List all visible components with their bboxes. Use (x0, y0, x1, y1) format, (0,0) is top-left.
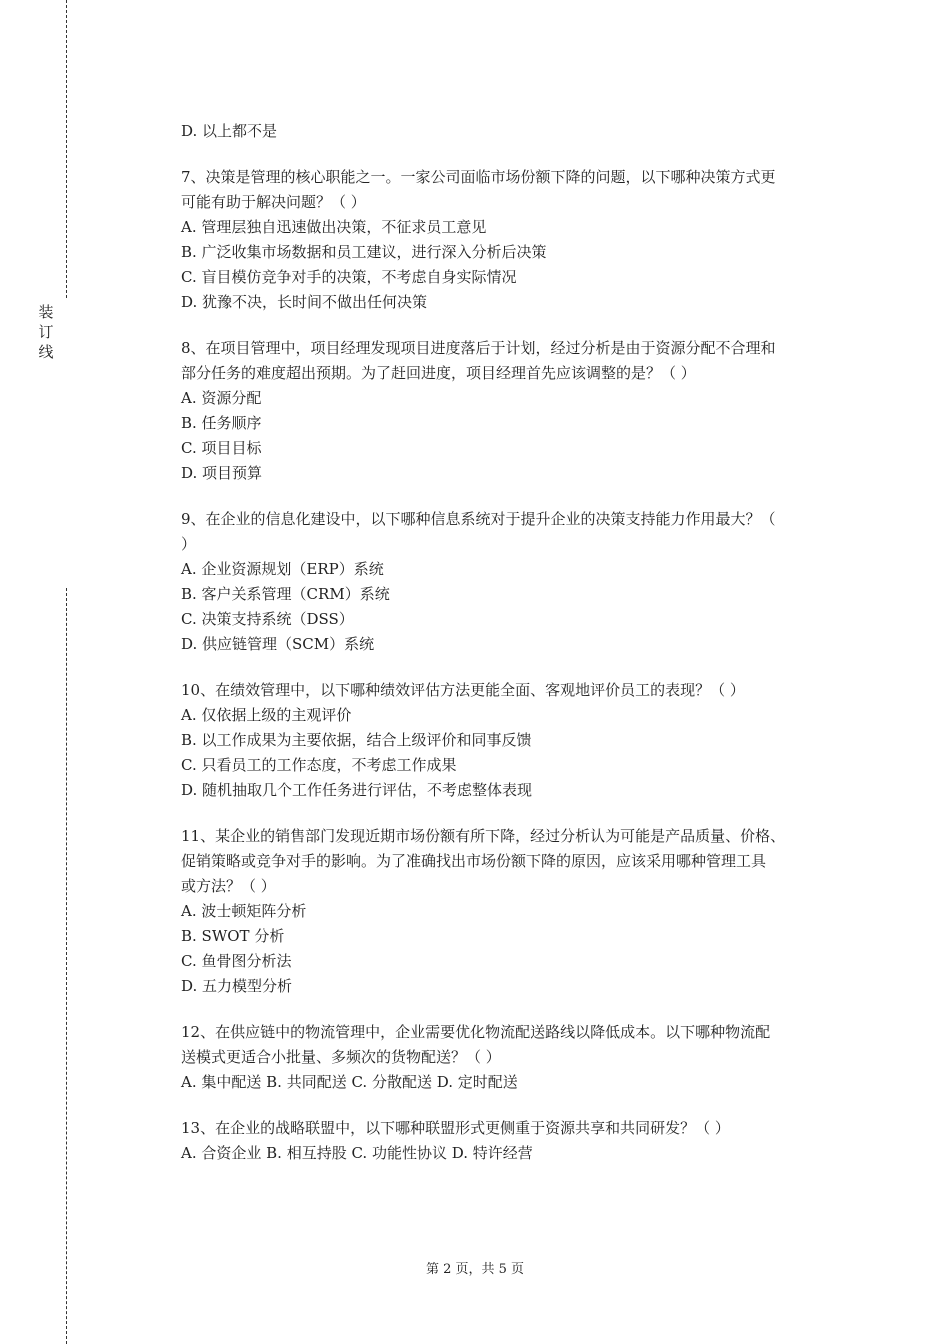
answer-option: A. 资源分配 (181, 389, 262, 407)
answer-option: C. 项目目标 (181, 439, 262, 457)
question-content (181, 119, 841, 1166)
answer-option: B. 广泛收集市场数据和员工建议，进行深入分析后决策 (181, 243, 547, 261)
paragraph-gap (181, 1095, 841, 1116)
answer-option: D. 犹豫不决，长时间不做出任何决策 (181, 293, 428, 311)
binding-char: 线 (38, 343, 54, 361)
answer-option: C. 决策支持系统（DSS） (181, 610, 354, 628)
question-text-line: 送模式更适合小批量、多频次的货物配送？（ ） (181, 1048, 501, 1066)
question-text-line: 或方法？（ ） (181, 877, 276, 895)
binding-dashed-line-top (66, 0, 67, 298)
answer-option: A. 波士顿矩阵分析 (181, 902, 307, 920)
answer-option: A. 企业资源规划（ERP）系统 (181, 560, 384, 578)
answer-option: B. 以工作成果为主要依据，结合上级评价和同事反馈 (181, 731, 532, 749)
page-footer: 第 2 页，共 5 页 (425, 1262, 525, 1277)
answer-option: D. 项目预算 (181, 464, 263, 482)
question-text-line: 12、在供应链中的物流管理中，企业需要优化物流配送路线以降低成本。以下哪种物流配 (181, 1023, 771, 1041)
question-text-line: 部分任务的难度超出预期。为了赶回进度，项目经理首先应该调整的是？（ ） (181, 364, 696, 382)
answer-option: C. 盲目模仿竞争对手的决策，不考虑自身实际情况 (181, 268, 517, 286)
question-text-line: 7、决策是管理的核心职能之一。一家公司面临市场份额下降的问题，以下哪种决策方式更 (181, 168, 776, 186)
paragraph-gap (181, 803, 841, 824)
answer-option: D. 随机抽取几个工作任务进行评估，不考虑整体表现 (181, 781, 533, 799)
binding-char: 订 (38, 323, 54, 341)
answer-option: A. 集中配送 B. 共同配送 C. 分散配送 D. 定时配送 (181, 1073, 518, 1091)
answer-option: A. 合资企业 B. 相互持股 C. 功能性协议 D. 特许经营 (181, 1144, 533, 1162)
answer-option: B. 客户关系管理（CRM）系统 (181, 585, 390, 603)
question-text-line: 10、在绩效管理中，以下哪种绩效评估方法更能全面、客观地评价员工的表现？（ ） (181, 681, 745, 699)
paragraph-gap (181, 486, 841, 507)
answer-option: A. 仅依据上级的主观评价 (181, 706, 352, 724)
question-text-line: 8、在项目管理中，项目经理发现项目进度落后于计划，经过分析是由于资源分配不合理和 (181, 339, 776, 357)
question-text-line: 可能有助于解决问题？（ ） (181, 193, 366, 211)
binding-label (36, 302, 56, 362)
answer-option: A. 管理层独自迅速做出决策，不征求员工意见 (181, 218, 487, 236)
paragraph-gap (181, 315, 841, 336)
answer-option: D. 五力模型分析 (181, 977, 293, 995)
question-text-line: 9、在企业的信息化建设中，以下哪种信息系统对于提升企业的决策支持能力作用最大？（ (181, 510, 776, 528)
answer-option: C. 只看员工的工作态度，不考虑工作成果 (181, 756, 457, 774)
answer-option: B. SWOT 分析 (181, 927, 285, 945)
paragraph-gap (181, 657, 841, 678)
question-text-line: ） (181, 535, 197, 553)
question-text-line: 促销策略或竞争对手的影响。为了准确找出市场份额下降的原因，应该采用哪种管理工具 (181, 852, 767, 870)
answer-option: D. 供应链管理（SCM）系统 (181, 635, 375, 653)
question-text-line: 13、在企业的战略联盟中，以下哪种联盟形式更侧重于资源共享和共同研发？（ ） (181, 1119, 730, 1137)
binding-dashed-line-bottom (66, 588, 67, 1344)
answer-option: D. 以上都不是 (181, 122, 278, 140)
paragraph-gap (181, 999, 841, 1020)
question-text-line: 11、某企业的销售部门发现近期市场份额有所下降，经过分析认为可能是产品质量、价格、 (181, 827, 786, 845)
answer-option: B. 任务顺序 (181, 414, 262, 432)
answer-option: C. 鱼骨图分析法 (181, 952, 292, 970)
binding-char: 装 (38, 303, 54, 321)
paragraph-gap (181, 144, 841, 165)
